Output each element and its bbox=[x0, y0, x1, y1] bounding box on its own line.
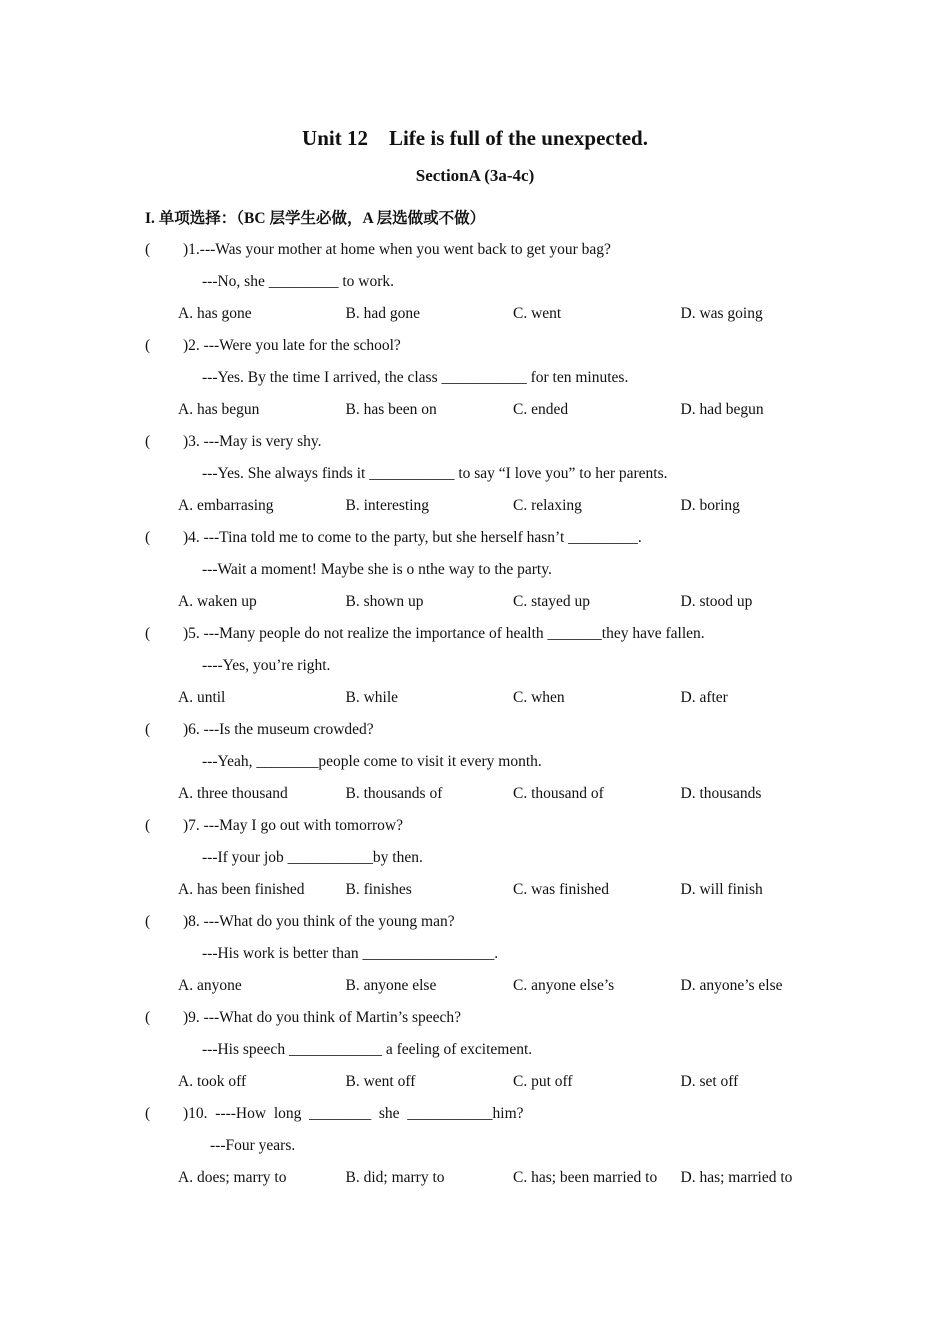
option-row bbox=[145, 1066, 845, 1098]
option-d: D. set off bbox=[680, 1073, 739, 1090]
question-text: )8. ---What do you think of the young man? bbox=[183, 913, 455, 930]
question-text: )2. ---Were you late for the school? bbox=[183, 337, 401, 354]
question-2 bbox=[145, 330, 845, 426]
question-text: )9. ---What do you think of Martin’s speech? bbox=[183, 1009, 462, 1026]
option-row bbox=[145, 298, 845, 330]
option-a: A. has begun bbox=[178, 401, 260, 418]
option-d: D. thousands bbox=[680, 785, 762, 802]
question-6 bbox=[145, 714, 845, 810]
option-d: D. will finish bbox=[680, 881, 763, 898]
option-a: A. has been finished bbox=[178, 881, 305, 898]
question-stem bbox=[145, 714, 845, 746]
section-heading: I. 单项选择：（BC 层学生必做，A 层选做或不做） bbox=[145, 210, 486, 227]
option-d: D. after bbox=[680, 689, 728, 706]
answer-bracket[interactable]: ( bbox=[145, 1105, 151, 1122]
question-stem bbox=[145, 1002, 845, 1034]
option-a: A. three thousand bbox=[178, 785, 288, 802]
question-reply: ---Yeah, ________people come to visit it every month. bbox=[202, 753, 542, 770]
option-row bbox=[145, 394, 845, 426]
option-row bbox=[145, 682, 845, 714]
option-a: A. waken up bbox=[178, 593, 257, 610]
answer-bracket[interactable]: ( bbox=[145, 337, 151, 354]
option-d: D. was going bbox=[680, 305, 763, 322]
option-b: B. did; marry to bbox=[345, 1169, 445, 1186]
option-a: A. embarrasing bbox=[178, 497, 274, 514]
question-7 bbox=[145, 810, 845, 906]
option-d: D. has; married to bbox=[680, 1169, 793, 1186]
answer-bracket[interactable]: ( bbox=[145, 817, 151, 834]
question-8 bbox=[145, 906, 845, 1002]
answer-bracket[interactable]: ( bbox=[145, 433, 151, 450]
question-text: )4. ---Tina told me to come to the party, but she herself hasn’t _________. bbox=[183, 529, 642, 546]
question-stem bbox=[145, 330, 845, 362]
option-row bbox=[145, 874, 845, 906]
option-d: D. anyone’s else bbox=[680, 977, 783, 994]
question-4 bbox=[145, 522, 845, 618]
option-b: B. while bbox=[345, 689, 399, 706]
option-d: D. stood up bbox=[680, 593, 753, 610]
question-text: )10. ----How long ________ she ___________him? bbox=[183, 1105, 524, 1122]
option-c: C. stayed up bbox=[513, 593, 591, 610]
option-c: C. relaxing bbox=[513, 497, 582, 514]
question-text: )3. ---May is very shy. bbox=[183, 433, 322, 450]
question-10 bbox=[145, 1098, 845, 1194]
section-subtitle: SectionA (3a-4c) bbox=[415, 166, 535, 185]
option-c: C. ended bbox=[513, 401, 569, 418]
answer-bracket[interactable]: ( bbox=[145, 721, 151, 738]
option-c: C. thousand of bbox=[513, 785, 604, 802]
option-a: A. has gone bbox=[178, 305, 252, 322]
option-b: B. thousands of bbox=[345, 785, 443, 802]
question-reply: ---Yes. She always finds it ___________ to say “I love you” to her parents. bbox=[202, 465, 668, 482]
option-b: B. went off bbox=[345, 1073, 416, 1090]
answer-bracket[interactable]: ( bbox=[145, 913, 151, 930]
question-reply: ---Yes. By the time I arrived, the class ___________ for ten minutes. bbox=[202, 369, 629, 386]
option-b: B. has been on bbox=[345, 401, 437, 418]
question-3 bbox=[145, 426, 845, 522]
question-stem bbox=[145, 810, 845, 842]
question-text: )5. ---Many people do not realize the importance of health _______they have fallen. bbox=[183, 625, 705, 642]
answer-bracket[interactable]: ( bbox=[145, 1009, 151, 1026]
answer-bracket[interactable]: ( bbox=[145, 625, 151, 642]
option-c: C. anyone else’s bbox=[513, 977, 615, 994]
option-b: B. finishes bbox=[345, 881, 412, 898]
option-b: B. shown up bbox=[345, 593, 424, 610]
question-reply: ---If your job ___________by then. bbox=[202, 849, 423, 866]
option-d: D. had begun bbox=[680, 401, 764, 418]
option-c: C. has; been married to bbox=[513, 1169, 658, 1186]
option-a: A. does; marry to bbox=[178, 1169, 287, 1186]
question-stem bbox=[145, 426, 845, 458]
question-9 bbox=[145, 1002, 845, 1098]
question-stem bbox=[145, 1098, 845, 1130]
question-reply: ---Wait a moment! Maybe she is o nthe way to the party. bbox=[202, 561, 552, 578]
question-list bbox=[145, 234, 845, 1194]
option-c: C. went bbox=[513, 305, 562, 322]
option-b: B. interesting bbox=[345, 497, 430, 514]
question-reply: ---His speech ____________ a feeling of excitement. bbox=[202, 1041, 533, 1058]
option-row bbox=[145, 1162, 845, 1194]
question-1 bbox=[145, 234, 845, 330]
answer-bracket[interactable]: ( bbox=[145, 241, 151, 258]
question-stem bbox=[145, 906, 845, 938]
option-b: B. anyone else bbox=[345, 977, 437, 994]
option-row bbox=[145, 586, 845, 618]
option-a: A. took off bbox=[178, 1073, 247, 1090]
question-text: )1.---Was your mother at home when you went back to get your bag? bbox=[183, 241, 611, 258]
unit-title: Unit 12 Life is full of the unexpected. bbox=[302, 126, 648, 150]
option-b: B. had gone bbox=[345, 305, 420, 322]
option-c: C. was finished bbox=[513, 881, 610, 898]
question-reply: ----Yes, you’re right. bbox=[202, 657, 331, 674]
question-reply: ---Four years. bbox=[210, 1137, 296, 1154]
question-text: )6. ---Is the museum crowded? bbox=[183, 721, 374, 738]
option-d: D. boring bbox=[680, 497, 740, 514]
option-c: C. when bbox=[513, 689, 565, 706]
option-c: C. put off bbox=[513, 1073, 573, 1090]
option-row bbox=[145, 778, 845, 810]
question-text: )7. ---May I go out with tomorrow? bbox=[183, 817, 403, 834]
answer-bracket[interactable]: ( bbox=[145, 529, 151, 546]
question-5 bbox=[145, 618, 845, 714]
question-stem bbox=[145, 618, 845, 650]
option-a: A. until bbox=[178, 689, 226, 706]
question-reply: ---His work is better than _________________. bbox=[202, 945, 499, 962]
question-reply: ---No, she _________ to work. bbox=[202, 273, 395, 290]
option-row bbox=[145, 490, 845, 522]
question-stem bbox=[145, 234, 845, 266]
option-row bbox=[145, 970, 845, 1002]
option-a: A. anyone bbox=[178, 977, 242, 994]
question-stem bbox=[145, 522, 845, 554]
